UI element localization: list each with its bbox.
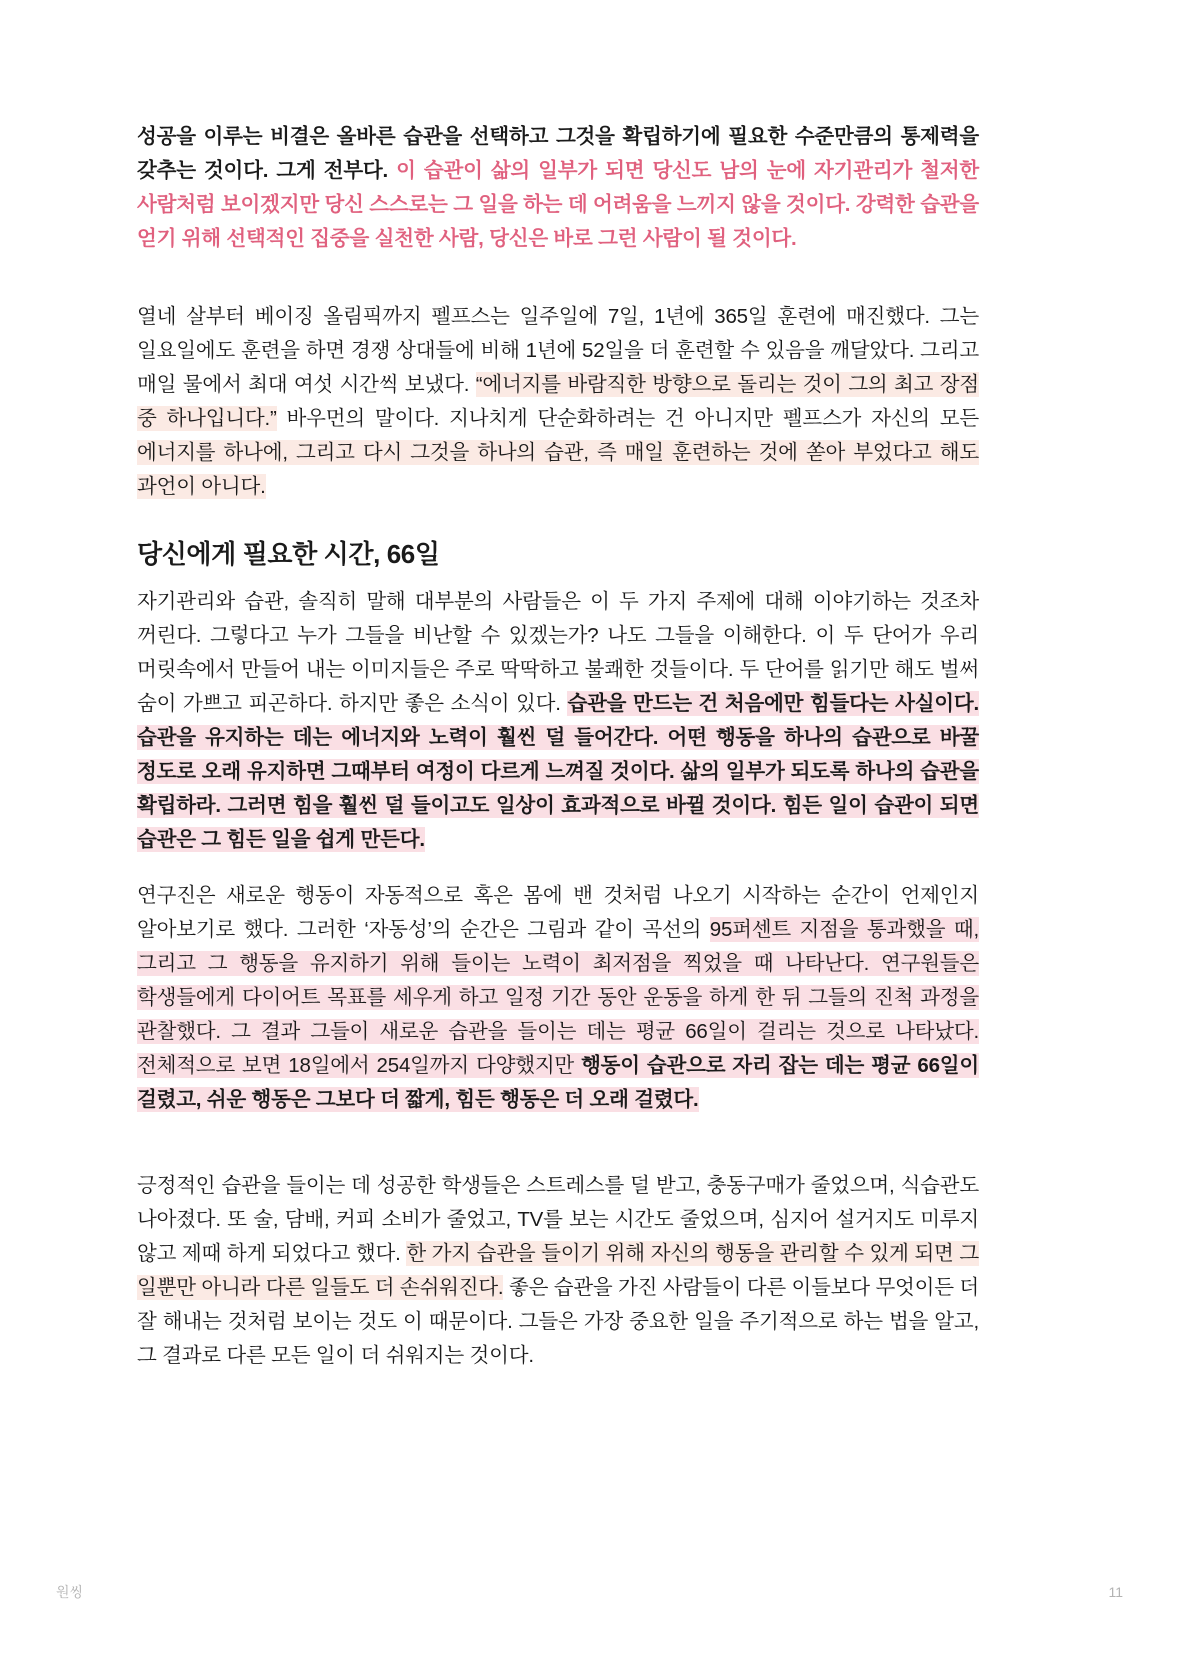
- research-segment-1: 연구진은 새로운 행동이 자동적으로 혹은 몸에 밴 것처럼 나오기 시작하는 순간이 언제인지 알아보기로 했다. 그러한 ‘자동성’의 순간은 그림과 같이 곡선의: [137, 884, 979, 941]
- paragraph-phelps: [137, 300, 979, 504]
- phelps-highlight-2: 에너지를 하나에, 그리고 다시 그것을 하나의 습관, 즉 매일 훈련하는 것에 쏟아 부었다고 해도 과언이 아니다.: [137, 441, 979, 498]
- paragraph-research: [137, 879, 979, 1117]
- students-segment-1: 긍정적인 습관을 들이는 데 성공한 학생들은 스트레스를 덜 받고, 충동구매가 줄었으며, 식습관도 나아졌다. 또 술, 담배, 커피 소비가 줄었고, TV를 보는 시간도 줄었으며, 심지어 설거지도 미루지 않고 제때 하게 되었다고 했다.: [137, 1174, 979, 1265]
- research-highlight-bold: 행동이 습관으로 자리 잡는 데는 평균 66일이 걸렸고, 쉬운 행동은 그보다 더 짧게, 힘든 행동은 더 오래 걸렸다.: [137, 1054, 979, 1111]
- paragraph-spacer: [137, 1139, 979, 1169]
- lead-paragraph: [137, 120, 979, 256]
- research-highlight-1: 95퍼센트 지점을 통과했을 때, 그리고 그 행동을 유지하기 위해 들이는 노력이 최저점을 찍었을 때 나타난다. 연구원들은 학생들에게 다이어트 목표를 세우게 하고 일정 기간 동안 운동을 하게 한 뒤 그들의 진척 과정을 관찰했다. 그 결과 그들이 새로운 습관을 들이는 데는 평균 66일이 걸리는 것으로 나타났다. 전체적으로 보면 18일에서 254일까지 다양했지만: [137, 918, 979, 1077]
- students-highlight-1: 한 가지 습관을 들이기 위해 자신의 행동을 관리할 수 있게 되면 그 일뿐만 아니라 다른 일들도 더 손쉬워진다.: [137, 1242, 979, 1299]
- sixtysix-segment-1: 자기관리와 습관, 솔직히 말해 대부분의 사람들은 이 두 가지 주제에 대해 이야기하는 것조차 꺼린다. 그렇다고 누가 그들을 비난할 수 있겠는가? 나도 그들을 이해한다. 이 두 단어가 우리 머릿속에서 만들어 내는 이미지들은 주로 딱딱하고 불쾌한 것들이다. 두 단어를 읽기만 해도 벌써 숨이 가쁘고 피곤하다. 하지만 좋은 소식이 있다.: [137, 590, 979, 715]
- phelps-segment-1: 열네 살부터 베이징 올림픽까지 펠프스는 일주일에 7일, 1년에 365일 훈련에 매진했다. 그는 일요일에도 훈련을 하면 경쟁 상대들에 비해 1년에 52일을 더 훈련할 수 있음을 깨달았다. 그리고 매일 물에서 최대 여섯 시간씩 보냈다.: [137, 305, 979, 396]
- phelps-segment-2: 바우먼의 말이다. 지나치게 단순화하려는 건 아니지만 펠프스가 자신의 모든: [276, 407, 979, 430]
- paragraph-66days: [137, 585, 979, 857]
- paragraph-students: [137, 1169, 979, 1373]
- students-segment-2: 좋은 습관을 가진 사람들이 다른 이들보다 무엇이든 더 잘 해내는 것처럼 보이는 것도 이 때문이다. 그들은 가장 중요한 일을 주기적으로 하는 법을 알고, 그 결과로 다른 모든 일이 더 쉬워지는 것이다.: [137, 1276, 979, 1367]
- lead-text-black: 성공을 이루는 비결은 올바른 습관을 선택하고 그것을 확립하기에 필요한 수준만큼의 통제력을 갖추는 것이다. 그게 전부다.: [137, 125, 979, 182]
- lead-text-red: 이 습관이 삶의 일부가 되면 당신도 남의 눈에 자기관리가 철저한 사람처럼 보이겠지만 당신 스스로는 그 일을 하는 데 어려움을 느끼지 않을 것이다. 강력한 습관을 얻기 위해 선택적인 집중을 실천한 사람, 당신은 바로 그런 사람이 될 것이다.: [137, 159, 980, 250]
- page-content: [137, 120, 979, 1395]
- page-footer: [56, 1582, 1123, 1602]
- footer-page-number: 11: [1108, 1584, 1123, 1600]
- section-heading: 당신에게 필요한 시간, 66일: [137, 539, 440, 569]
- phelps-highlight-1: “에너지를 바람직한 방향으로 돌리는 것이 그의 최고 장점 중 하나입니다.”: [137, 373, 980, 430]
- sixtysix-highlight-bold: 습관을 만드는 건 처음에만 힘들다는 사실이다. 습관을 유지하는 데는 에너지와 노력이 훨씬 덜 들어간다. 어떤 행동을 하나의 습관으로 바꿀 정도로 오래 유지하면 그때부터 여정이 다르게 느껴질 것이다. 삶의 일부가 되도록 하나의 습관을 확립하라. 그러면 힘을 훨씬 덜 들이고도 일상이 효과적으로 바뀔 것이다. 힘든 일이 습관이 되면 습관은 그 힘든 일을 쉽게 만든다.: [137, 692, 979, 851]
- footer-book-title: 원씽: [56, 1584, 84, 1600]
